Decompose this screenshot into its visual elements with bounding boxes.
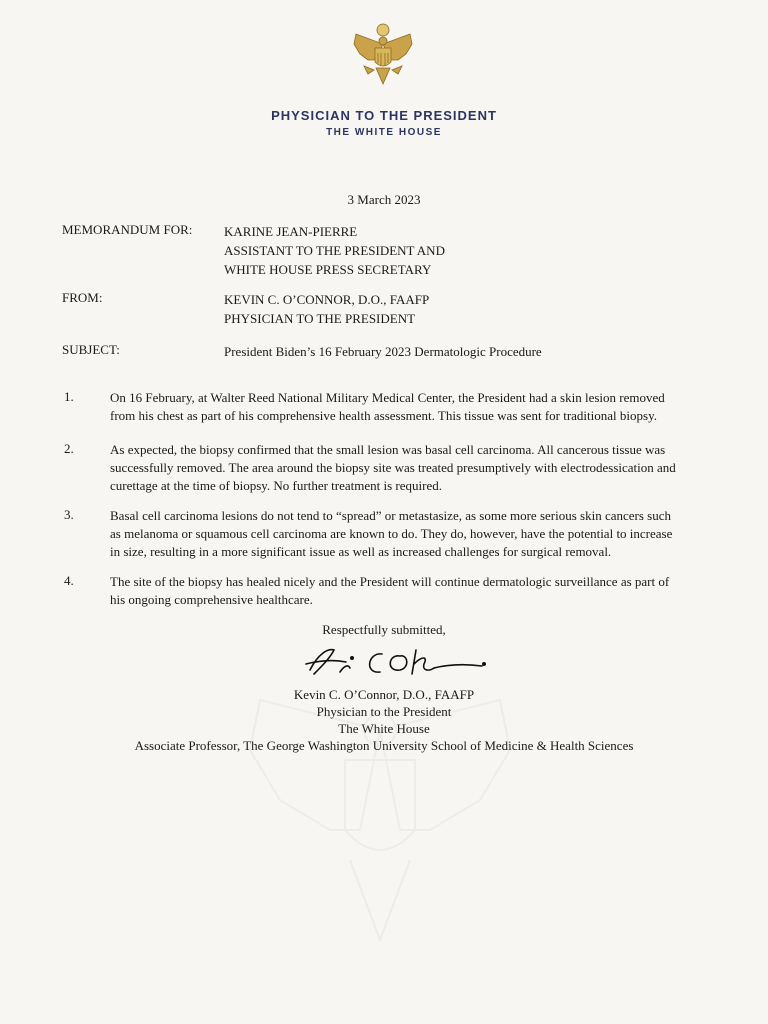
handwritten-signature <box>300 640 490 682</box>
paragraph-line: his ongoing comprehensive healthcare. <box>110 592 313 607</box>
presidential-seal-icon <box>350 22 416 92</box>
paragraph-number: 2. <box>64 441 74 456</box>
signer-office: The White House <box>338 721 430 736</box>
memo-for-value <box>224 222 445 279</box>
from-label: FROM: <box>62 290 103 305</box>
paragraph-2 <box>110 441 720 495</box>
memo-for-line: WHITE HOUSE PRESS SECRETARY <box>224 262 432 277</box>
paragraph-number: 3. <box>64 507 74 522</box>
subject-label: SUBJECT: <box>62 342 120 357</box>
paragraph-line: curettage at the time of biopsy. No further treatment is required. <box>110 478 442 493</box>
paragraph-3 <box>110 507 720 561</box>
subject-value: President Biden’s 16 February 2023 Dermatologic Procedure <box>224 344 542 359</box>
signer-affiliation: Associate Professor, The George Washington University School of Medicine & Health Sciences <box>134 738 634 753</box>
paragraph-1 <box>110 389 720 425</box>
memo-for-line: ASSISTANT TO THE PRESIDENT AND <box>224 243 445 258</box>
seal-watermark-icon <box>200 690 560 950</box>
closing-text: Respectfully submitted, <box>322 622 446 637</box>
paragraph-line: from his chest as part of his comprehensive health assessment. This tissue was sent for traditional biopsy. <box>110 408 657 423</box>
signer-title: Physician to the President <box>316 704 452 719</box>
from-line: KEVIN C. O’CONNOR, D.O., FAAFP <box>224 292 430 307</box>
from-value <box>224 290 429 328</box>
office-title: PHYSICIAN TO THE PRESIDENT <box>271 108 497 123</box>
paragraph-line: as melanoma or squamous cell carcinoma are known to do. They do, however, have the potential to increase <box>110 526 673 541</box>
paragraph-line: On 16 February, at Walter Reed National Military Medical Center, the President had a skin lesion removed <box>110 390 665 405</box>
from-line: PHYSICIAN TO THE PRESIDENT <box>224 311 416 326</box>
paragraph-line: in size, resulting in a more significant issue as well as increased challenges for surgical removal. <box>110 544 612 559</box>
memo-for-line: KARINE JEAN-PIERRE <box>224 224 358 239</box>
paragraph-4 <box>110 573 720 609</box>
paragraph-line: successfully removed. The area around the biopsy site was treated presumptively with electrodessication and <box>110 460 676 475</box>
signer-name: Kevin C. O’Connor, D.O., FAAFP <box>293 687 475 702</box>
paragraph-line: The site of the biopsy has healed nicely and the President will continue dermatologic surveillance as part of <box>110 574 670 589</box>
paragraph-number: 4. <box>64 573 74 588</box>
paragraph-number: 1. <box>64 389 74 404</box>
memo-for-label: MEMORANDUM FOR: <box>62 222 193 237</box>
office-subtitle: THE WHITE HOUSE <box>326 127 442 138</box>
paragraph-line: As expected, the biopsy confirmed that the small lesion was basal cell carcinoma. All cancerous tissue was <box>110 442 666 457</box>
memo-date: 3 March 2023 <box>347 192 421 207</box>
paragraph-line: Basal cell carcinoma lesions do not tend to “spread” or metastasize, as some more serious skin cancers such <box>110 508 671 523</box>
